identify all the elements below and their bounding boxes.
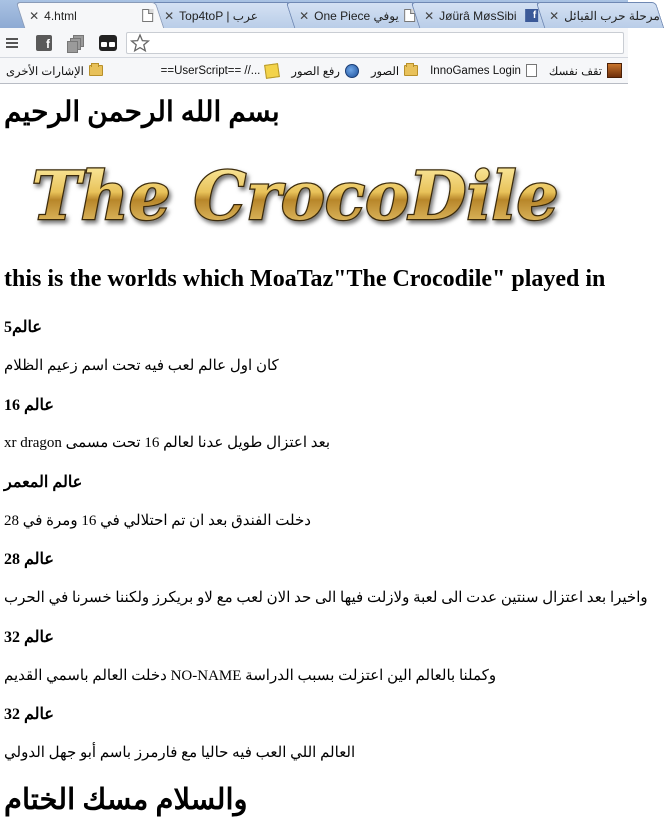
page-content (0, 85, 648, 828)
world-description: كان اول عالم لعب فيه تحت اسم زعيم الظلام (4, 358, 279, 374)
tab-active[interactable] (16, 2, 164, 28)
bookmark-item[interactable] (549, 63, 622, 78)
address-bar[interactable] (126, 32, 624, 54)
closing-heading: والسلام مسك الختام (4, 784, 248, 816)
world-description: واخيرا بعد اعتزال سنتين عدت الى لعبة ولازلت فيها الى حد الان لعب مع لاو بريكرز ولكننا خسرنا في الحرب (4, 590, 648, 606)
world-description: وكملنا بالعالم الين اعتزلت بسبب الدراسة NO-NAME دخلت العالم باسمي القديم (4, 668, 497, 684)
bookmark-item[interactable] (371, 64, 418, 78)
world-description: العالم اللي العب فيه حاليا مع فارمرز باسم أبو جهل الدولي (4, 745, 356, 761)
basmala-heading: بسم الله الرحمن الرحيم (4, 97, 280, 128)
browser-toolbar (0, 28, 628, 58)
game-icon (607, 63, 622, 78)
bookmark-item[interactable] (291, 64, 359, 78)
world-title: عالم 32 (4, 706, 54, 723)
tab[interactable] (411, 2, 549, 28)
bookmarks-bar (0, 58, 628, 84)
bookmark-label: تقف نفسك (548, 65, 602, 78)
page-icon (526, 64, 537, 77)
tab[interactable] (151, 2, 299, 28)
bookmark-label: ==UserScript== //... (160, 64, 261, 77)
folder-icon (89, 65, 103, 76)
bookmark-label: الصور (370, 65, 400, 78)
page-icon (142, 9, 153, 22)
star-icon[interactable] (130, 33, 150, 53)
tab-strip (0, 0, 660, 28)
worlds-heading: this is the worlds which MoaTaz"The Crocodile" played in (4, 266, 606, 292)
globe-icon (345, 64, 359, 78)
crocodile-logo (31, 153, 559, 239)
close-tab-icon[interactable]: ✕ (29, 8, 40, 23)
facebook-icon: f (525, 9, 538, 22)
folder-icon (404, 65, 418, 76)
close-tab-icon[interactable]: ✕ (299, 8, 310, 23)
logo-text: The CrocoDile (31, 157, 559, 235)
bookmark-label: الإشارات الأخرى (6, 65, 84, 78)
world-title: عالم 16 (4, 397, 54, 414)
bookmark-label: InnoGames Login (430, 64, 521, 77)
world-title: عالم 32 (4, 629, 54, 646)
bookmark-label: رفع الصور (291, 65, 340, 78)
copy-extension-icon[interactable] (66, 33, 86, 53)
tab-title: Top4toP | عرب (179, 8, 258, 23)
close-tab-icon[interactable]: ✕ (164, 8, 175, 23)
facebook-extension-icon[interactable]: f (34, 33, 54, 53)
bookmark-item[interactable] (161, 64, 280, 78)
world-description: دخلت الفندق بعد ان تم احتلالي في 16 ومرة في 28 (4, 513, 311, 529)
menu-icon[interactable] (2, 33, 22, 53)
close-tab-icon[interactable]: ✕ (424, 8, 435, 23)
close-tab-icon[interactable]: ✕ (549, 8, 560, 23)
world-title: عالم المعمر (4, 474, 83, 491)
world-title: عالم 28 (4, 551, 54, 568)
tab-title: 4.html (44, 8, 77, 23)
world-title: عالم5 (4, 319, 42, 336)
glasses-extension-icon[interactable] (98, 33, 118, 53)
tab-title: One Piece يوفي (314, 8, 399, 23)
note-icon (264, 63, 280, 79)
other-bookmarks[interactable] (6, 64, 103, 78)
bookmark-item[interactable] (430, 64, 537, 77)
tab-title: مرحلة حرب القبائل (564, 8, 660, 23)
tab[interactable] (286, 2, 424, 28)
world-description: بعد اعتزال طويل عدنا لعالم 16 تحت مسمى xr dragon (4, 435, 331, 451)
tab-title: Jøürâ MøsSibi (439, 8, 517, 23)
tab[interactable] (536, 2, 664, 28)
